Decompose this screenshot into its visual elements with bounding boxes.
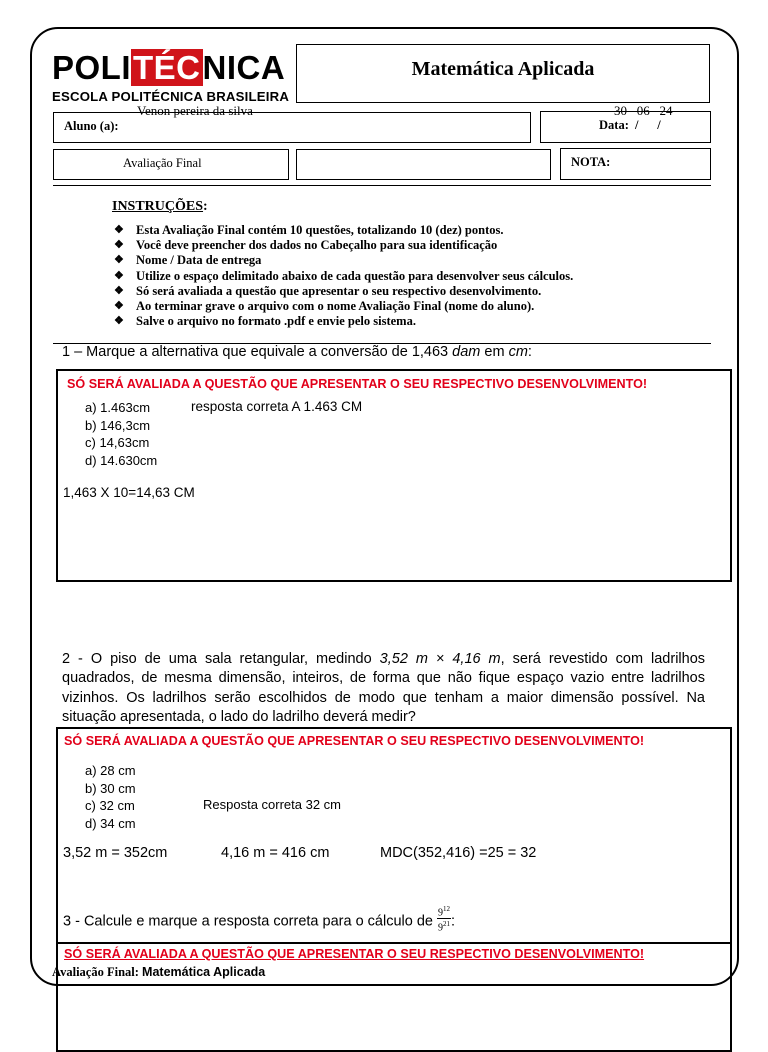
q1-answer-box[interactable] (56, 369, 732, 582)
q1-calc: 1,463 X 10=14,63 CM (63, 485, 195, 500)
footer-label: Avaliação Final: (52, 965, 143, 979)
footer (52, 965, 265, 980)
q1-option-d[interactable]: d) 14.630cm (85, 452, 158, 468)
instruction-item: ❖ Salve o arquivo no formato .pdf e envie pelo sistema. (114, 314, 573, 329)
q2-option-b[interactable]: b) 30 cm (85, 780, 136, 796)
q2-note: Resposta correta 32 cm (203, 797, 342, 812)
exam-label: Avaliação Final (123, 156, 202, 170)
q1-option-b[interactable]: b) 146,3cm (85, 417, 151, 433)
q2-calc-2: 4,16 m = 416 cm (221, 845, 330, 861)
q3-text: 3 - Calcule e marque a resposta correta para o cálculo de $\frac{9^{12}}{9^{21}}$ : (63, 905, 456, 934)
student-field[interactable] (53, 112, 531, 143)
logo-highlight: TÉC (133, 49, 201, 86)
q2-answer-box[interactable] (56, 727, 732, 1027)
logo-subtitle: ESCOLA POLITÉCNICA BRASILEIRA (52, 89, 290, 104)
date-slashes: / / (635, 118, 661, 132)
instruction-item: ❖ Nome / Data de entrega (114, 253, 573, 268)
instructions-list (114, 223, 573, 329)
student-name: Venon pereira da silva (137, 103, 253, 118)
q2-warning: SÓ SERÁ AVALIADA A QUESTÃO QUE APRESENTAR O SEU RESPECTIVO DESENVOLVIMENTO! (64, 734, 645, 748)
q1-option-a[interactable]: a) 1.463cm (85, 400, 151, 415)
exam-label-box (53, 149, 289, 180)
q2-text: 2 - O piso de uma sala retangular, medindo 3,52 m × 4,16 m, será revestido com ladrilhos quadrados, de mesma dimensão, inteiros, de forma que não fique espaço vazio entre ladrilhos vizinhos. Os ladrilhos serão escolhidos de modo que tenham a maior dimensão possível. Na situação apresentada, o lado do ladrilho deverá medir? (62, 651, 706, 725)
q3-answer-box[interactable] (56, 942, 732, 1052)
instruction-item: ❖ Ao terminar grave o arquivo com o nome Avaliação Final (nome do aluno). (114, 299, 573, 314)
instruction-item: ❖ Só será avaliada a questão que apresentar o seu respectivo desenvolvimento. (114, 284, 573, 299)
instructions-title: INSTRUÇÕES: (112, 199, 208, 214)
q1-note: resposta correta A 1.463 CM (191, 399, 363, 414)
q2-calc-1: 3,52 m = 352cm (63, 845, 168, 861)
title-box (296, 44, 710, 103)
q2-calc-3: MDC(352,416) =25 = 32 (380, 845, 537, 861)
q2-options (85, 762, 136, 832)
header-divider (53, 185, 711, 186)
footer-course: Matemática Aplicada (142, 965, 266, 979)
page-title: Matemática Aplicada (411, 58, 595, 80)
logo: POLITÉCNICA (52, 49, 286, 86)
instruction-item: ❖ Esta Avaliação Final contém 10 questões, totalizando 10 (dez) pontos. (114, 223, 573, 238)
instruction-item: ❖ Você deve preencher dos dados no Cabeçalho para sua identificação (114, 238, 573, 253)
date-label: Data: (599, 118, 629, 132)
grade-label: NOTA: (571, 155, 611, 169)
q1-text: 1 – Marque a alternativa que equivale a conversão de 1,463 dam em cm: (62, 344, 532, 360)
date-field[interactable] (540, 111, 711, 143)
q3-warning: SÓ SERÁ AVALIADA A QUESTÃO QUE APRESENTAR O SEU RESPECTIVO DESENVOLVIMENTO! (64, 947, 645, 961)
q1-options (85, 399, 157, 469)
blank-field[interactable] (296, 149, 551, 180)
student-label: Aluno (a): (64, 119, 119, 133)
instruction-item: ❖ Utilize o espaço delimitado abaixo de cada questão para desenvolver seus cálculos. (114, 269, 573, 284)
date-value: 30 06 24 (614, 103, 673, 118)
q1-warning: SÓ SERÁ AVALIADA A QUESTÃO QUE APRESENTAR O SEU RESPECTIVO DESENVOLVIMENTO! (67, 377, 648, 391)
q2-option-a[interactable]: a) 28 cm (85, 763, 136, 778)
q2-option-d[interactable]: d) 34 cm (85, 815, 136, 831)
grade-field[interactable] (560, 148, 711, 180)
q1-option-c[interactable]: c) 14,63cm (85, 435, 150, 450)
q3-fraction: $\frac{9^{12}}{9^{21}}$ (437, 905, 450, 934)
q2-option-c[interactable]: c) 32 cm (85, 798, 135, 813)
